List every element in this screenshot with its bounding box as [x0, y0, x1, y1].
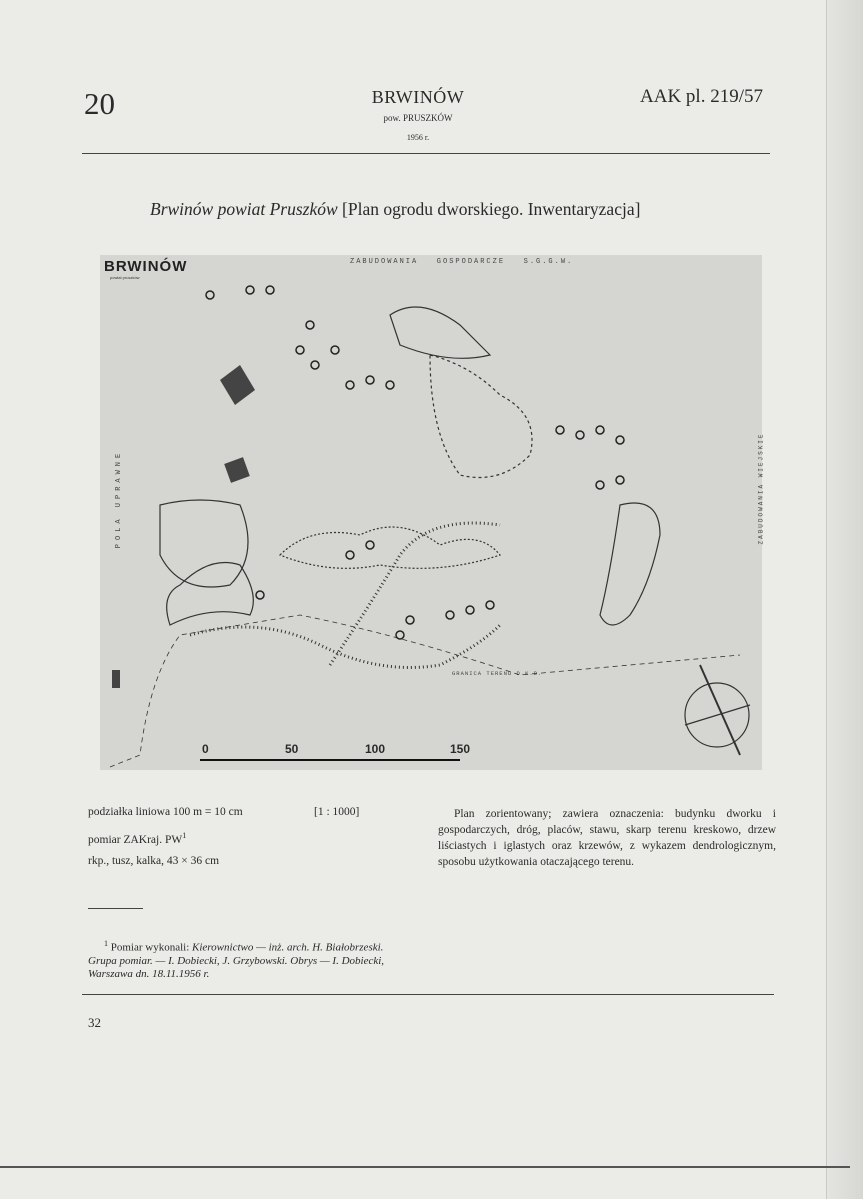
scan-edge-line [0, 1166, 850, 1168]
label-farm-buildings: ZABUDOWANIA GOSPODARCZE S.G.G.W. [350, 258, 574, 266]
year: 1956 r. [406, 133, 430, 142]
medium-text: rkp., tusz, kalka, 43 × 36 cm [88, 855, 220, 867]
title-italic: Brwinów powiat Pruszków [150, 199, 338, 219]
scale-tick-0: 0 [202, 742, 209, 756]
page-number: 32 [88, 1015, 101, 1030]
page-edge [826, 0, 863, 1199]
map-logo: BRWINÓW [104, 258, 188, 275]
description: Plan zorientowany; zawiera oznaczenia: budynku dworku i gospodarczych, dróg, placów, stawu, skarp terenu kreskowo, drzew liściastych i iglastych oraz krzewów, z wykazem dendrologicznym, sposobu użytkowania otaczającego terenu. [438, 808, 776, 868]
label-boundary: GRANICA TERENU D.K.D. [452, 670, 543, 677]
scale-ratio: [1 : 1000] [314, 806, 360, 818]
footer-rule [82, 994, 774, 995]
title-bracket: [Plan ogrodu dworskiego. Inwentaryzacja] [342, 199, 641, 219]
scale-tick-50: 50 [285, 742, 299, 756]
header-rule [82, 153, 770, 154]
scale-text: podziałka liniowa 100 m = 10 cm [88, 806, 243, 818]
survey-text [88, 831, 186, 846]
district: pow. PRUSZKÓW [383, 113, 453, 123]
footnote-rule [88, 908, 143, 909]
label-fields: POLA UPRAWNE [115, 449, 124, 549]
entry-number: 20 [84, 86, 115, 121]
document-title [150, 199, 640, 220]
place-title: BRWINÓW [371, 87, 465, 107]
footnote-lead: Pomiar wykonali: [110, 941, 190, 954]
archive-signature: AAK pl. 219/57 [640, 86, 763, 107]
footnote-mark: 1 [104, 939, 108, 948]
scale-tick-150: 150 [450, 742, 471, 756]
footnote [88, 937, 388, 981]
footnote-ref: 1 [182, 831, 187, 840]
label-village: ZABUDOWANIA WIEJSKIE [757, 432, 765, 545]
footnote-credits: Kierownictwo — inż. arch. H. Białobrzeski. Grupa pomiar. — I. Dobiecki, J. Grzybowski. Obrys — I. Dobiecki, Warszawa dn. 18.11.1956 r. [88, 941, 385, 980]
map-logo-sub: powiat pruszków [110, 275, 140, 280]
scale-tick-100: 100 [365, 742, 386, 756]
garden-plan-map [100, 255, 765, 770]
survey-label: pomiar ZAKraj. PW [88, 833, 183, 846]
